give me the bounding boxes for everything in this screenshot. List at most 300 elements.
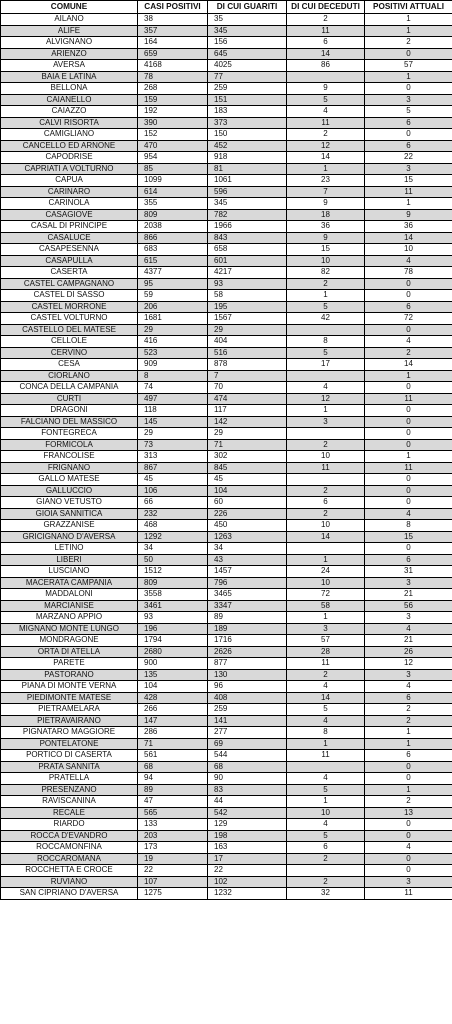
cell-deceduti: 2 bbox=[287, 853, 365, 865]
cell-casi-positivi: 4377 bbox=[138, 267, 208, 279]
cell-casi-positivi: 19 bbox=[138, 853, 208, 865]
table-row bbox=[1, 25, 452, 37]
cell-guariti: 70 bbox=[208, 382, 287, 394]
cell-casi-positivi: 34 bbox=[138, 543, 208, 555]
cell-casi-positivi: 71 bbox=[138, 738, 208, 750]
cell-guariti: 277 bbox=[208, 727, 287, 739]
cell-deceduti: 11 bbox=[287, 117, 365, 129]
cell-guariti: 1232 bbox=[208, 888, 287, 900]
cell-comune: CALVI RISORTA bbox=[1, 117, 138, 129]
cell-positivi-attuali: 1 bbox=[365, 71, 452, 83]
cell-guariti: 195 bbox=[208, 301, 287, 313]
cell-comune: BAIA E LATINA bbox=[1, 71, 138, 83]
cell-guariti: 17 bbox=[208, 853, 287, 865]
table-row bbox=[1, 163, 452, 175]
table-row bbox=[1, 106, 452, 118]
table-row bbox=[1, 301, 452, 313]
cell-guariti: 3347 bbox=[208, 600, 287, 612]
cell-guariti: 44 bbox=[208, 796, 287, 808]
cell-casi-positivi: 147 bbox=[138, 715, 208, 727]
cell-comune: PIANA DI MONTE VERNA bbox=[1, 681, 138, 693]
cell-casi-positivi: 1512 bbox=[138, 566, 208, 578]
cell-positivi-attuali: 3 bbox=[365, 94, 452, 106]
cell-guariti: 408 bbox=[208, 692, 287, 704]
cell-casi-positivi: 867 bbox=[138, 462, 208, 474]
cell-positivi-attuali: 0 bbox=[365, 278, 452, 290]
cell-comune: ALIFE bbox=[1, 25, 138, 37]
cell-guariti: 226 bbox=[208, 508, 287, 520]
cell-guariti: 198 bbox=[208, 830, 287, 842]
table-row bbox=[1, 290, 452, 302]
cell-deceduti: 2 bbox=[287, 669, 365, 681]
table-row bbox=[1, 876, 452, 888]
table-row bbox=[1, 60, 452, 72]
cell-comune: GALLO MATESE bbox=[1, 474, 138, 486]
cell-positivi-attuali: 10 bbox=[365, 244, 452, 256]
cell-comune: RIARDO bbox=[1, 819, 138, 831]
cell-guariti: 60 bbox=[208, 497, 287, 509]
cell-deceduti: 5 bbox=[287, 704, 365, 716]
cell-comune: LETINO bbox=[1, 543, 138, 555]
cell-comune: MONDRAGONE bbox=[1, 635, 138, 647]
cell-deceduti: 4 bbox=[287, 106, 365, 118]
cell-positivi-attuali: 1 bbox=[365, 370, 452, 382]
cell-guariti: 658 bbox=[208, 244, 287, 256]
table-header-row bbox=[1, 1, 452, 14]
cell-guariti: 142 bbox=[208, 416, 287, 428]
cell-positivi-attuali: 15 bbox=[365, 531, 452, 543]
cell-comune: GRICIGNANO D'AVERSA bbox=[1, 531, 138, 543]
cell-deceduti: 14 bbox=[287, 48, 365, 60]
cell-guariti: 845 bbox=[208, 462, 287, 474]
cell-guariti: 7 bbox=[208, 370, 287, 382]
cell-casi-positivi: 38 bbox=[138, 14, 208, 26]
cell-comune: ORTA DI ATELLA bbox=[1, 646, 138, 658]
cell-positivi-attuali: 11 bbox=[365, 186, 452, 198]
cell-casi-positivi: 909 bbox=[138, 359, 208, 371]
table-row bbox=[1, 612, 452, 624]
cell-casi-positivi: 1292 bbox=[138, 531, 208, 543]
cell-guariti: 345 bbox=[208, 25, 287, 37]
cell-casi-positivi: 3558 bbox=[138, 589, 208, 601]
cell-comune: MACERATA CAMPANIA bbox=[1, 577, 138, 589]
cell-positivi-attuali: 0 bbox=[365, 405, 452, 417]
cell-casi-positivi: 164 bbox=[138, 37, 208, 49]
cell-comune: PIETRAVAIRANO bbox=[1, 715, 138, 727]
cell-deceduti: 32 bbox=[287, 888, 365, 900]
cell-positivi-attuali: 3 bbox=[365, 612, 452, 624]
table-row bbox=[1, 658, 452, 670]
cell-deceduti: 14 bbox=[287, 152, 365, 164]
cell-positivi-attuali: 2 bbox=[365, 704, 452, 716]
cell-deceduti: 5 bbox=[287, 301, 365, 313]
cell-positivi-attuali: 14 bbox=[365, 232, 452, 244]
cell-guariti: 150 bbox=[208, 129, 287, 141]
cell-guariti: 259 bbox=[208, 83, 287, 95]
cell-guariti: 189 bbox=[208, 623, 287, 635]
cell-casi-positivi: 73 bbox=[138, 439, 208, 451]
cell-positivi-attuali: 6 bbox=[365, 750, 452, 762]
cell-casi-positivi: 94 bbox=[138, 773, 208, 785]
cell-casi-positivi: 523 bbox=[138, 347, 208, 359]
table-row bbox=[1, 520, 452, 532]
table-row bbox=[1, 336, 452, 348]
cell-guariti: 302 bbox=[208, 451, 287, 463]
table-row bbox=[1, 692, 452, 704]
cell-deceduti: 10 bbox=[287, 807, 365, 819]
cell-casi-positivi: 89 bbox=[138, 784, 208, 796]
cell-deceduti: 2 bbox=[287, 129, 365, 141]
cell-positivi-attuali: 0 bbox=[365, 324, 452, 336]
cell-casi-positivi: 900 bbox=[138, 658, 208, 670]
cell-comune: CASAPESENNA bbox=[1, 244, 138, 256]
cell-comune: CARINARO bbox=[1, 186, 138, 198]
cell-positivi-attuali: 3 bbox=[365, 876, 452, 888]
cell-deceduti: 23 bbox=[287, 175, 365, 187]
cell-deceduti: 1 bbox=[287, 554, 365, 566]
cell-casi-positivi: 135 bbox=[138, 669, 208, 681]
cell-guariti: 345 bbox=[208, 198, 287, 210]
cell-positivi-attuali: 0 bbox=[365, 773, 452, 785]
cell-positivi-attuali: 3 bbox=[365, 163, 452, 175]
cell-deceduti: 6 bbox=[287, 37, 365, 49]
cell-positivi-attuali: 0 bbox=[365, 439, 452, 451]
table-row bbox=[1, 738, 452, 750]
cell-positivi-attuali: 78 bbox=[365, 267, 452, 279]
cell-deceduti: 5 bbox=[287, 347, 365, 359]
cell-comune: AVERSA bbox=[1, 60, 138, 72]
cell-casi-positivi: 206 bbox=[138, 301, 208, 313]
cell-comune: CURTI bbox=[1, 393, 138, 405]
cell-deceduti: 15 bbox=[287, 244, 365, 256]
cell-comune: CONCA DELLA CAMPANIA bbox=[1, 382, 138, 394]
cell-comune: CASTEL VOLTURNO bbox=[1, 313, 138, 325]
cell-deceduti: 5 bbox=[287, 94, 365, 106]
table-row bbox=[1, 635, 452, 647]
cell-guariti: 843 bbox=[208, 232, 287, 244]
table-row bbox=[1, 451, 452, 463]
cell-positivi-attuali: 36 bbox=[365, 221, 452, 233]
cell-deceduti bbox=[287, 428, 365, 440]
table-row bbox=[1, 842, 452, 854]
cell-deceduti: 2 bbox=[287, 278, 365, 290]
table-row bbox=[1, 186, 452, 198]
cell-comune: GRAZZANISE bbox=[1, 520, 138, 532]
header-comune: COMUNE bbox=[1, 1, 138, 14]
table-row bbox=[1, 704, 452, 716]
cell-deceduti: 11 bbox=[287, 658, 365, 670]
cell-comune: BELLONA bbox=[1, 83, 138, 95]
cell-positivi-attuali: 0 bbox=[365, 474, 452, 486]
cell-deceduti: 8 bbox=[287, 336, 365, 348]
cell-deceduti bbox=[287, 474, 365, 486]
cell-deceduti: 1 bbox=[287, 163, 365, 175]
cell-comune: FORMICOLA bbox=[1, 439, 138, 451]
cell-comune: FONTEGRECA bbox=[1, 428, 138, 440]
cell-comune: CASTEL DI SASSO bbox=[1, 290, 138, 302]
cell-casi-positivi: 118 bbox=[138, 405, 208, 417]
cell-deceduti: 4 bbox=[287, 382, 365, 394]
cell-comune: GIANO VETUSTO bbox=[1, 497, 138, 509]
table-row bbox=[1, 393, 452, 405]
cell-guariti: 43 bbox=[208, 554, 287, 566]
table-row bbox=[1, 416, 452, 428]
cell-casi-positivi: 203 bbox=[138, 830, 208, 842]
cell-guariti: 77 bbox=[208, 71, 287, 83]
cell-comune: RUVIANO bbox=[1, 876, 138, 888]
cell-deceduti: 58 bbox=[287, 600, 365, 612]
cell-comune: SAN CIPRIANO D'AVERSA bbox=[1, 888, 138, 900]
cell-comune: CASTELLO DEL MATESE bbox=[1, 324, 138, 336]
cell-positivi-attuali: 1 bbox=[365, 451, 452, 463]
cell-positivi-attuali: 1 bbox=[365, 727, 452, 739]
table-row bbox=[1, 773, 452, 785]
cell-casi-positivi: 173 bbox=[138, 842, 208, 854]
cell-casi-positivi: 29 bbox=[138, 324, 208, 336]
cell-positivi-attuali: 0 bbox=[365, 853, 452, 865]
cell-guariti: 22 bbox=[208, 865, 287, 877]
cell-casi-positivi: 22 bbox=[138, 865, 208, 877]
cell-deceduti: 1 bbox=[287, 290, 365, 302]
table-row bbox=[1, 681, 452, 693]
cell-deceduti: 2 bbox=[287, 439, 365, 451]
table-row bbox=[1, 209, 452, 221]
cell-positivi-attuali: 56 bbox=[365, 600, 452, 612]
cell-guariti: 69 bbox=[208, 738, 287, 750]
cell-casi-positivi: 1794 bbox=[138, 635, 208, 647]
cell-guariti: 71 bbox=[208, 439, 287, 451]
cell-comune: CASERTA bbox=[1, 267, 138, 279]
cell-positivi-attuali: 22 bbox=[365, 152, 452, 164]
cell-deceduti: 1 bbox=[287, 612, 365, 624]
table-row bbox=[1, 669, 452, 681]
cell-casi-positivi: 68 bbox=[138, 761, 208, 773]
table-row bbox=[1, 267, 452, 279]
cell-positivi-attuali: 11 bbox=[365, 462, 452, 474]
cell-casi-positivi: 428 bbox=[138, 692, 208, 704]
cell-deceduti: 14 bbox=[287, 531, 365, 543]
cell-guariti: 156 bbox=[208, 37, 287, 49]
table-row bbox=[1, 232, 452, 244]
cell-comune: CASTEL MORRONE bbox=[1, 301, 138, 313]
cell-comune: GALLUCCIO bbox=[1, 485, 138, 497]
cell-comune: FRANCOLISE bbox=[1, 451, 138, 463]
cell-deceduti: 17 bbox=[287, 359, 365, 371]
cell-casi-positivi: 565 bbox=[138, 807, 208, 819]
table-row bbox=[1, 474, 452, 486]
table-row bbox=[1, 531, 452, 543]
cell-guariti: 1457 bbox=[208, 566, 287, 578]
cell-guariti: 45 bbox=[208, 474, 287, 486]
cell-guariti: 81 bbox=[208, 163, 287, 175]
table-row bbox=[1, 807, 452, 819]
table-row bbox=[1, 370, 452, 382]
cell-guariti: 183 bbox=[208, 106, 287, 118]
cell-comune: CELLOLE bbox=[1, 336, 138, 348]
cell-casi-positivi: 152 bbox=[138, 129, 208, 141]
cell-casi-positivi: 45 bbox=[138, 474, 208, 486]
cell-deceduti: 18 bbox=[287, 209, 365, 221]
cell-guariti: 796 bbox=[208, 577, 287, 589]
cell-deceduti bbox=[287, 865, 365, 877]
cell-positivi-attuali: 4 bbox=[365, 255, 452, 267]
table-row bbox=[1, 554, 452, 566]
cell-deceduti: 5 bbox=[287, 830, 365, 842]
table-row bbox=[1, 382, 452, 394]
cell-comune: CARINOLA bbox=[1, 198, 138, 210]
cell-positivi-attuali: 11 bbox=[365, 888, 452, 900]
cell-positivi-attuali: 6 bbox=[365, 692, 452, 704]
table-row bbox=[1, 750, 452, 762]
cell-deceduti bbox=[287, 761, 365, 773]
header-deceduti: DI CUI DECEDUTI bbox=[287, 1, 365, 14]
cell-positivi-attuali: 3 bbox=[365, 577, 452, 589]
cell-casi-positivi: 74 bbox=[138, 382, 208, 394]
cell-comune: LIBERI bbox=[1, 554, 138, 566]
cell-guariti: 259 bbox=[208, 704, 287, 716]
cell-guariti: 141 bbox=[208, 715, 287, 727]
cell-casi-positivi: 683 bbox=[138, 244, 208, 256]
cell-casi-positivi: 196 bbox=[138, 623, 208, 635]
cell-deceduti: 4 bbox=[287, 681, 365, 693]
cell-positivi-attuali: 2 bbox=[365, 347, 452, 359]
cell-positivi-attuali: 4 bbox=[365, 336, 452, 348]
cell-deceduti: 57 bbox=[287, 635, 365, 647]
cell-casi-positivi: 133 bbox=[138, 819, 208, 831]
cell-guariti: 3465 bbox=[208, 589, 287, 601]
header-casi-positivi: CASI POSITIVI bbox=[138, 1, 208, 14]
table-row bbox=[1, 221, 452, 233]
cell-comune: PRATA SANNITA bbox=[1, 761, 138, 773]
cell-deceduti: 11 bbox=[287, 462, 365, 474]
cell-positivi-attuali: 12 bbox=[365, 658, 452, 670]
cell-casi-positivi: 8 bbox=[138, 370, 208, 382]
cell-deceduti: 2 bbox=[287, 14, 365, 26]
cell-guariti: 58 bbox=[208, 290, 287, 302]
cell-casi-positivi: 59 bbox=[138, 290, 208, 302]
cell-casi-positivi: 1681 bbox=[138, 313, 208, 325]
cell-casi-positivi: 159 bbox=[138, 94, 208, 106]
cell-deceduti: 3 bbox=[287, 623, 365, 635]
cell-positivi-attuali: 0 bbox=[365, 129, 452, 141]
cell-positivi-attuali: 1 bbox=[365, 25, 452, 37]
table-row bbox=[1, 198, 452, 210]
table-row bbox=[1, 94, 452, 106]
cell-deceduti: 4 bbox=[287, 819, 365, 831]
cell-deceduti: 1 bbox=[287, 796, 365, 808]
cell-guariti: 2626 bbox=[208, 646, 287, 658]
cell-casi-positivi: 659 bbox=[138, 48, 208, 60]
cell-comune: ROCCA D'EVANDRO bbox=[1, 830, 138, 842]
cell-casi-positivi: 468 bbox=[138, 520, 208, 532]
cell-guariti: 474 bbox=[208, 393, 287, 405]
cell-casi-positivi: 4168 bbox=[138, 60, 208, 72]
cell-guariti: 877 bbox=[208, 658, 287, 670]
cell-comune: LUSCIANO bbox=[1, 566, 138, 578]
table-row bbox=[1, 428, 452, 440]
cell-guariti: 1567 bbox=[208, 313, 287, 325]
cell-positivi-attuali: 3 bbox=[365, 669, 452, 681]
cell-deceduti: 24 bbox=[287, 566, 365, 578]
cell-deceduti: 2 bbox=[287, 876, 365, 888]
cell-guariti: 373 bbox=[208, 117, 287, 129]
cell-guariti: 151 bbox=[208, 94, 287, 106]
cell-deceduti bbox=[287, 543, 365, 555]
cell-guariti: 29 bbox=[208, 428, 287, 440]
cell-casi-positivi: 268 bbox=[138, 83, 208, 95]
cell-positivi-attuali: 1 bbox=[365, 784, 452, 796]
cell-casi-positivi: 286 bbox=[138, 727, 208, 739]
cell-casi-positivi: 50 bbox=[138, 554, 208, 566]
cell-guariti: 542 bbox=[208, 807, 287, 819]
cell-comune: MARZANO APPIO bbox=[1, 612, 138, 624]
cell-guariti: 404 bbox=[208, 336, 287, 348]
table-row bbox=[1, 830, 452, 842]
cell-guariti: 89 bbox=[208, 612, 287, 624]
cell-guariti: 452 bbox=[208, 140, 287, 152]
table-row bbox=[1, 865, 452, 877]
table-row bbox=[1, 48, 452, 60]
cell-deceduti: 14 bbox=[287, 692, 365, 704]
cell-positivi-attuali: 0 bbox=[365, 382, 452, 394]
cell-guariti: 4217 bbox=[208, 267, 287, 279]
table-row bbox=[1, 784, 452, 796]
table-row bbox=[1, 589, 452, 601]
cell-casi-positivi: 95 bbox=[138, 278, 208, 290]
cell-casi-positivi: 107 bbox=[138, 876, 208, 888]
cell-casi-positivi: 192 bbox=[138, 106, 208, 118]
cell-deceduti: 1 bbox=[287, 738, 365, 750]
cell-comune: RAVISCANINA bbox=[1, 796, 138, 808]
cell-deceduti bbox=[287, 324, 365, 336]
table-row bbox=[1, 577, 452, 589]
table-row bbox=[1, 37, 452, 49]
cell-comune: MARCIANISE bbox=[1, 600, 138, 612]
cell-comune: FALCIANO DEL MASSICO bbox=[1, 416, 138, 428]
cell-deceduti: 10 bbox=[287, 520, 365, 532]
header-positivi-attuali: POSITIVI ATTUALI bbox=[365, 1, 452, 14]
cell-guariti: 35 bbox=[208, 14, 287, 26]
table-row bbox=[1, 462, 452, 474]
table-row bbox=[1, 14, 452, 26]
cell-deceduti bbox=[287, 71, 365, 83]
cell-casi-positivi: 357 bbox=[138, 25, 208, 37]
cell-deceduti: 9 bbox=[287, 83, 365, 95]
cell-positivi-attuali: 8 bbox=[365, 520, 452, 532]
table-row bbox=[1, 117, 452, 129]
table-row bbox=[1, 566, 452, 578]
cell-deceduti: 9 bbox=[287, 232, 365, 244]
table-row bbox=[1, 405, 452, 417]
cell-comune: CAMIGLIANO bbox=[1, 129, 138, 141]
cell-casi-positivi: 866 bbox=[138, 232, 208, 244]
cell-casi-positivi: 355 bbox=[138, 198, 208, 210]
cell-positivi-attuali: 2 bbox=[365, 715, 452, 727]
table-row bbox=[1, 485, 452, 497]
cell-comune: CAPUA bbox=[1, 175, 138, 187]
cell-casi-positivi: 78 bbox=[138, 71, 208, 83]
table-row bbox=[1, 543, 452, 555]
cell-casi-positivi: 313 bbox=[138, 451, 208, 463]
cell-guariti: 102 bbox=[208, 876, 287, 888]
cell-guariti: 104 bbox=[208, 485, 287, 497]
cell-comune: ALVIGNANO bbox=[1, 37, 138, 49]
cell-deceduti: 4 bbox=[287, 773, 365, 785]
cell-deceduti: 86 bbox=[287, 60, 365, 72]
cell-guariti: 918 bbox=[208, 152, 287, 164]
table-row bbox=[1, 152, 452, 164]
table-row bbox=[1, 71, 452, 83]
